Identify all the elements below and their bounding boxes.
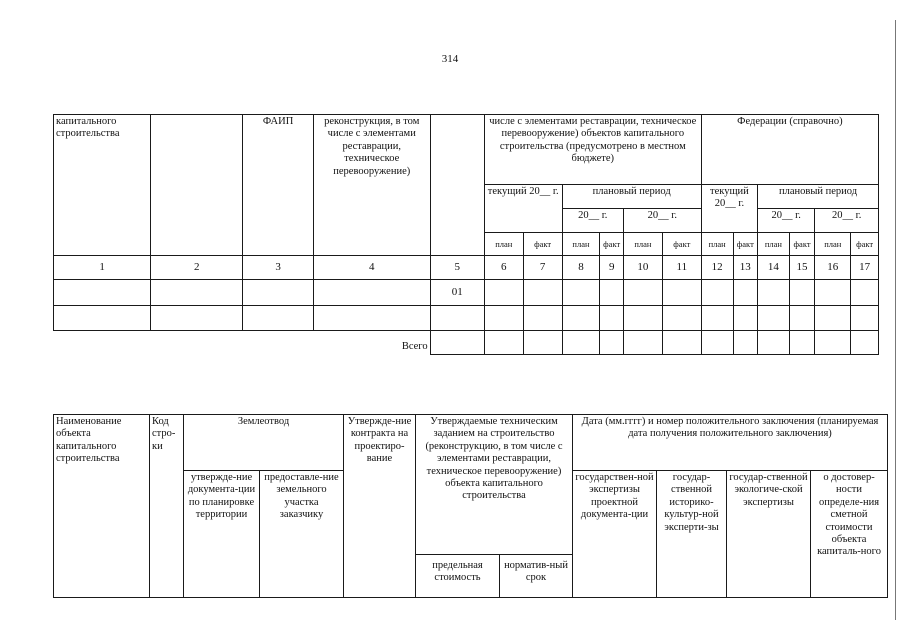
header-ecological-expertise: государ-ственной экологиче-ской экспертизы bbox=[727, 471, 811, 598]
header-planned-period-local: плановый период bbox=[562, 185, 701, 209]
header-capital-construction: капитального строительства bbox=[54, 115, 151, 256]
cell bbox=[758, 331, 790, 355]
cell bbox=[789, 331, 815, 355]
column-number: 14 bbox=[758, 256, 790, 280]
column-number: 11 bbox=[662, 256, 701, 280]
cell bbox=[54, 306, 151, 331]
cell bbox=[600, 306, 624, 331]
column-number: 8 bbox=[562, 256, 600, 280]
cell bbox=[523, 331, 562, 355]
header-land-allotment: Землеотвод bbox=[184, 415, 344, 471]
cell bbox=[733, 331, 758, 355]
header-year-fed-2: 20__ г. bbox=[815, 209, 879, 233]
header-col2 bbox=[151, 115, 243, 256]
cell bbox=[243, 280, 314, 306]
header-state-expertise: государствен-ной экспертизы проектной документа-ции bbox=[573, 471, 657, 598]
page-number: 314 bbox=[441, 53, 459, 65]
header-local-budget: числе с элементами реставрации, техническое перевооружение) объектов капитального строительства (предусмотрено в местном бюджете) bbox=[484, 115, 701, 185]
cell bbox=[623, 306, 662, 331]
cell bbox=[600, 280, 624, 306]
cell bbox=[623, 280, 662, 306]
header-territory-planning: утвержде-ние документа-ции по планировке территории bbox=[184, 471, 260, 598]
column-number: 6 bbox=[484, 256, 523, 280]
header-fact: факт bbox=[523, 233, 562, 256]
header-fact: факт bbox=[662, 233, 701, 256]
header-normative-term: норматив-ный срок bbox=[500, 555, 573, 598]
cell bbox=[243, 306, 314, 331]
header-contract-approval: Утвержде-ние контракта на проектиро-вание bbox=[344, 415, 416, 598]
cell bbox=[789, 306, 815, 331]
header-plan: план bbox=[562, 233, 600, 256]
cell bbox=[562, 306, 600, 331]
column-number: 15 bbox=[789, 256, 815, 280]
cell bbox=[523, 306, 562, 331]
cell bbox=[662, 331, 701, 355]
cell bbox=[701, 280, 733, 306]
cell bbox=[851, 331, 879, 355]
column-number: 3 bbox=[243, 256, 314, 280]
cell bbox=[701, 306, 733, 331]
header-estimate-reliability: о достовер-ности определе-ния сметной стоимости объекта капиталь-ного bbox=[811, 471, 888, 598]
cell bbox=[562, 331, 600, 355]
header-fact: факт bbox=[600, 233, 624, 256]
cell bbox=[151, 280, 243, 306]
header-plan: план bbox=[815, 233, 851, 256]
cell bbox=[815, 331, 851, 355]
cell bbox=[313, 306, 430, 331]
cell bbox=[789, 280, 815, 306]
cell bbox=[758, 306, 790, 331]
header-year-local-2: 20__ г. bbox=[623, 209, 701, 233]
header-col5 bbox=[430, 115, 484, 256]
column-number: 12 bbox=[701, 256, 733, 280]
header-year-local-1: 20__ г. bbox=[562, 209, 623, 233]
top-table bbox=[53, 114, 879, 355]
cell bbox=[815, 306, 851, 331]
bottom-table bbox=[53, 414, 888, 598]
header-limit-cost: предельная стоимость bbox=[416, 555, 500, 598]
header-land-provision: предоставле-ние земельного участка заказчику bbox=[260, 471, 344, 598]
header-fact: факт bbox=[789, 233, 815, 256]
column-number: 10 bbox=[623, 256, 662, 280]
column-number: 4 bbox=[313, 256, 430, 280]
header-current-year-local: текущий 20__ г. bbox=[484, 185, 562, 233]
column-number: 16 bbox=[815, 256, 851, 280]
row-code: 01 bbox=[430, 280, 484, 306]
header-fact: факт bbox=[733, 233, 758, 256]
total-label: Всего bbox=[401, 341, 428, 353]
cell bbox=[600, 331, 624, 355]
column-number: 5 bbox=[430, 256, 484, 280]
header-plan: план bbox=[484, 233, 523, 256]
header-federation: Федерации (справочно) bbox=[701, 115, 878, 185]
cell bbox=[623, 331, 662, 355]
column-number: 2 bbox=[151, 256, 243, 280]
header-planned-period-fed: плановый период bbox=[758, 185, 879, 209]
header-year-fed-1: 20__ г. bbox=[758, 209, 815, 233]
header-reconstruction: реконструкция, в том числе с элементами реставрации, техническое перевооружение) bbox=[313, 115, 430, 256]
cell bbox=[562, 280, 600, 306]
cell bbox=[523, 280, 562, 306]
table-row bbox=[54, 280, 879, 306]
cell bbox=[815, 280, 851, 306]
cell bbox=[484, 331, 523, 355]
header-current-year-fed: текущий 20__ г. bbox=[701, 185, 757, 233]
header-historical-expertise: государ-ственной историко-культур-ной эксперти-зы bbox=[657, 471, 727, 598]
column-number: 7 bbox=[523, 256, 562, 280]
column-number: 9 bbox=[600, 256, 624, 280]
column-number: 1 bbox=[54, 256, 151, 280]
page-edge-rule bbox=[895, 20, 896, 620]
cell bbox=[733, 280, 758, 306]
cell bbox=[484, 306, 523, 331]
cell bbox=[733, 306, 758, 331]
header-faip: ФАИП bbox=[243, 115, 314, 256]
cell bbox=[662, 306, 701, 331]
table-row bbox=[54, 306, 879, 331]
cell bbox=[662, 280, 701, 306]
cell bbox=[313, 280, 430, 306]
header-plan: план bbox=[623, 233, 662, 256]
cell bbox=[151, 306, 243, 331]
column-number: 17 bbox=[851, 256, 879, 280]
header-fact: факт bbox=[851, 233, 879, 256]
cell bbox=[430, 331, 484, 355]
cell bbox=[484, 280, 523, 306]
header-object-name: Наименование объекта капитального строительства bbox=[54, 415, 150, 598]
cell bbox=[54, 280, 151, 306]
column-number: 13 bbox=[733, 256, 758, 280]
cell bbox=[701, 331, 733, 355]
cell bbox=[851, 306, 879, 331]
header-row-code: Код стро-ки bbox=[150, 415, 184, 598]
header-approved-by-task: Утверждаемые техническим заданием на строительство (реконструкцию, в том числе с элементами реставрации, техническое перевооружение) объекта капитального строительства bbox=[416, 415, 573, 555]
cell bbox=[851, 280, 879, 306]
cell bbox=[430, 306, 484, 331]
header-plan: план bbox=[701, 233, 733, 256]
cell bbox=[758, 280, 790, 306]
header-plan: план bbox=[758, 233, 790, 256]
total-row bbox=[54, 331, 879, 355]
header-conclusion-date: Дата (мм.гггг) и номер положительного заключения (планируемая дата получения положительного заключения) bbox=[573, 415, 888, 471]
